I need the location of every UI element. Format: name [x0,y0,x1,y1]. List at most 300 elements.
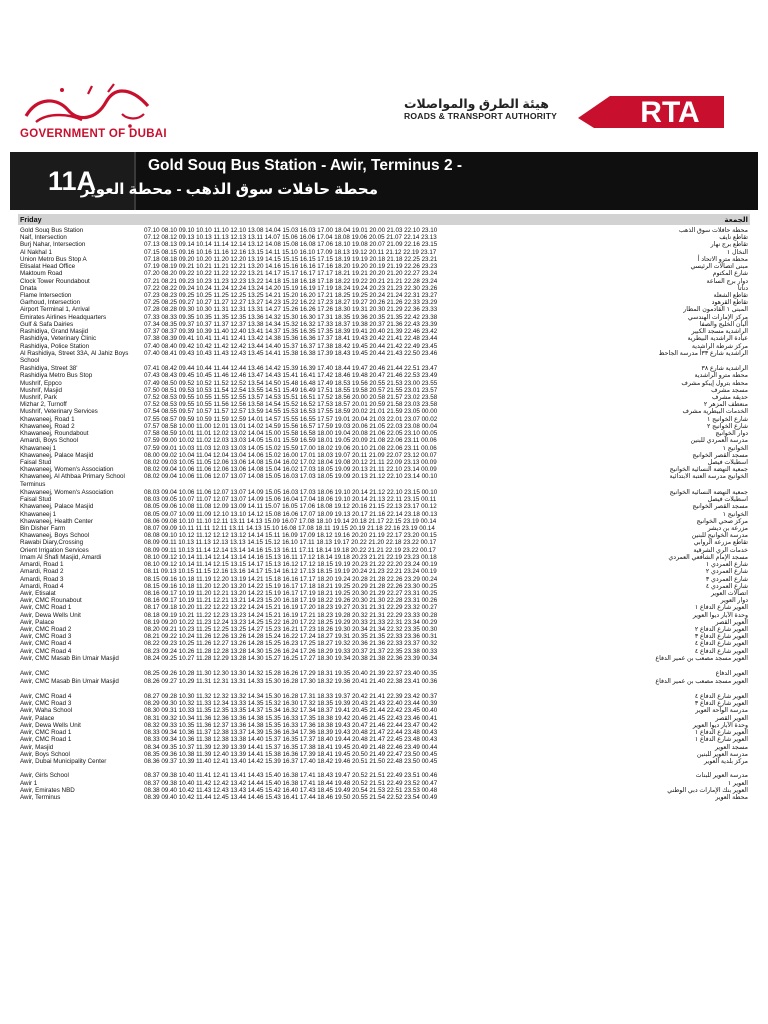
stop-name-english: Gold Souq Bus Station [20,227,84,234]
stop-name-arabic: مدرسة العمردي للبنين [690,437,748,445]
page-header [0,0,768,150]
stop-name-english: Awir, Masjid [20,743,54,751]
departure-times: 07.25 08.25 09.27 10.27 11.27 12.27 13.27 14.23 15.22 16.22 17.23 18.27 19.27 20.26 21.26 22.33 23.29 [144,299,438,307]
timetable-row [18,394,750,401]
stop-name-english: Awir, Waha School [20,707,73,715]
stop-name-arabic: وحدة الآبار ديوا العوير [692,721,748,729]
timetable-row [18,270,750,277]
departure-times: 08.37 09.38 10.40 11.41 12.41 13.41 14.43 15.40 16.38 17.41 18.43 19.47 20.52 21.51 22.49 23.51 00.46 [144,772,438,780]
timetable-row [18,496,750,503]
stop-name-arabic: مسجد الإمام الشافعي العمردي [668,553,748,561]
stop-name-arabic: الخدمات البيطرية مشرف [682,408,748,416]
timetable-row [18,619,750,626]
stop-name-arabic: العوير شارع الدفاع ١ [694,729,748,737]
stop-name-english: Clock Tower Roundabout [20,277,90,285]
timetable [18,227,750,1017]
stop-name-english: Awir, Emirates NBD [20,786,75,794]
timetable-row [18,466,750,473]
stop-name-arabic: مسجد القصر الخوانيج [692,451,748,459]
stop-name-english: Mizhar 2, Turnoff [20,401,67,409]
stop-name-arabic: العوير شارع الدفاع ٢ [694,626,748,634]
rta-arabic-name: هيئة الطرق والمواصلات [404,97,549,111]
stop-name-arabic: العوير شارع الدفاع ٣ [694,633,748,641]
day-label-arabic: الجمعة [724,215,748,224]
stop-name-english: Rashidiya Metro Bus Stop [20,372,93,380]
timetable-row [18,583,750,590]
stop-name-english: Rashidiya, Grand Masjid [20,328,89,336]
stop-name-arabic: شارع العمردي ٢ [705,568,748,576]
stop-name-arabic: محطة بترول إيبكو مشرف [681,379,748,387]
stop-name-arabic: محطة مترو الراشدية [694,372,748,380]
timetable-row [18,612,750,619]
stop-name-english: Khawaneej, Al Athbaa Primary School Terminus [20,473,125,488]
timetable-row [18,285,750,292]
timetable-row [18,693,750,700]
stop-name-english: Awir, CMC Road 2 [20,626,72,634]
departure-times: 08.16 09.17 10.19 11.21 12.21 13.21 14.23 15.20 16.18 17.19 18.22 19.26 20.30 21.30 22.28 23.31 00.26 [144,597,438,605]
stop-name-arabic: العوير شارع الدفاع ٣ [694,700,748,708]
stop-name-english: Maktoum Road [20,270,63,278]
timetable-row [18,227,750,234]
government-of-dubai-label: GOVERNMENT OF DUBAI [20,128,167,140]
stop-name-english: Awir, CMC Masab Bin Umair Masjid [20,677,119,685]
departure-times: 08.39 09.40 10.42 11.44 12.45 13.44 14.46 15.43 16.41 17.44 18.46 19.50 20.55 21.54 22.52 23.54 00.49 [144,794,438,802]
departure-times: 08.33 09.34 10.36 11.38 12.38 13.38 14.40 15.37 16.35 17.37 18.40 19.44 20.48 21.47 22.45 23.48 00.43 [144,736,438,744]
stop-name-english: Amardi, Road 4 [20,582,64,590]
departure-times: 08.35 09.36 10.38 11.39 12.40 13.39 14.41 15.38 16.36 17.39 18.41 19.45 20.50 21.49 22.47 23.50 00.45 [144,750,438,758]
stop-name-english: Mushrif, Veterinary Services [20,408,98,416]
route-title-arabic: محطة حافلات سوق الذهب - محطة العوير [80,181,378,198]
stop-name-arabic: مركز شرطة الراشدية [691,342,748,350]
timetable-row [18,343,750,350]
stop-name-english: Awir 1 [20,779,38,787]
departure-times: 08.08 09.10 10.12 11.12 12.12 13.12 14.14 15.11 16.09 17.09 18.12 19.16 20.20 21.19 22.17 23.20 00.15 [144,532,437,540]
stop-name-english: Etisalat Head Office [20,263,76,271]
stop-name-arabic: الراشدية شارع ٣٣أ مدرسة الجاحظ [658,349,748,357]
timetable-row [18,445,750,452]
timetable-row [18,590,750,597]
stop-name-english: Burj Nahar, Intersection [20,241,86,249]
stop-name-arabic: العوير شارع الدفاع ٤ [694,640,748,648]
timetable-row [18,430,750,437]
departure-times: 07.40 08.40 09.42 10.42 11.42 12.42 13.44 14.40 15.37 16.37 17.38 18.42 19.45 20.44 21.42 22.49 23.45 [144,342,438,350]
stop-name-english: Khawaneej 1 [20,510,57,518]
timetable-row [18,372,750,379]
timetable-row [18,568,750,575]
stop-name-arabic: وحدة الآبار ديوا العوير [692,611,748,619]
stop-name-arabic: عيادة الراشدية البيطرية [687,335,748,343]
timetable-row [18,473,750,487]
departure-times: 07.52 08.53 09.55 10.55 11.55 12.55 13.57 14.53 15.51 16.51 17.52 18.56 20.00 20.58 21.57 23.02 23.58 [144,394,438,402]
stop-name-english: Garhoud, Intersection [20,299,81,307]
stop-name-english: Emirates Airlines Headquarters [20,313,107,321]
stop-name-arabic: العوير بنك الإمارات دبي الوطني [667,786,748,794]
departure-times: 08.02 09.04 10.06 11.06 12.06 13.06 14.08 15.04 16.02 17.03 18.05 19.09 20.13 21.11 22.10 23.14 00.09 [144,466,437,474]
route-banner [10,152,758,210]
stop-name-arabic: الراشدية شارع ٣٨ [701,365,748,373]
departure-times: 07.43 08.43 09.45 10.45 11.46 12.46 13.47 14.43 15.41 16.41 17.42 18.46 19.48 20.47 21.46 22.53 23.49 [144,372,438,380]
timetable-row [18,350,750,364]
departure-times: 08.21 09.22 10.24 11.26 12.26 13.26 14.28 15.24 16.22 17.24 18.27 19.31 20.35 21.35 22.33 23.36 00.31 [144,633,438,641]
stop-name-english: Awir, Girls School [20,772,69,780]
departure-times: 07.22 08.22 09.24 10.24 11.24 12.24 13.24 14.20 15.19 16.19 17.19 18.24 19.24 20.23 21.23 22.30 23.26 [144,284,438,292]
timetable-row [18,256,750,263]
stop-name-english: Awir, CMC Rounabout [20,597,82,605]
stop-name-english: Union Metro Bus Stop A [20,255,87,263]
stop-name-arabic: الراشدية مسجد الكبير [691,328,748,336]
stop-name-arabic: العوير القصر [715,714,748,722]
departure-times: 07.54 08.55 09.57 10.57 11.57 12.57 13.59 14.55 15.53 16.53 17.55 18.59 20.02 21.01 21.59 23.05 00.00 [144,408,438,416]
timetable-row [18,633,750,640]
stop-name-english: Khawaneej, Road 2 [20,422,75,430]
stop-name-arabic: محطة العوير [715,794,748,802]
timetable-row [18,670,750,677]
timetable-row [18,576,750,583]
departure-times: 07.18 08.18 09.20 10.20 11.20 12.20 13.19 14.15 15.15 16.15 17.15 18.19 19.19 20.18 21.18 22.25 23.21 [144,255,438,263]
stop-name-arabic: النخال ١ [726,248,748,256]
departure-times: 08.00 09.02 10.04 11.04 12.04 13.04 14.06 15.02 16.00 17.01 18.03 19.07 20.11 21.09 22.07 23.12 00.07 [144,451,437,459]
stop-name-arabic: شارع المكتوم [712,270,748,278]
stop-name-arabic: شارع العمردي ٤ [705,582,748,590]
stop-name-arabic: مركز الإمارات الهندسي [687,313,748,321]
timetable-row [18,539,750,546]
departure-times: 08.16 09.17 10.19 11.20 12.21 13.20 14.22 15.19 16.17 17.19 18.21 19.25 20.30 21.29 22.27 23.31 00.25 [144,589,438,597]
stop-name-arabic: تقاطع مزرعة الروابي [693,539,748,547]
rta-english-name: ROADS & TRANSPORT AUTHORITY [404,111,558,121]
stop-name-english: Khawaneej, Health Center [20,517,93,525]
timetable-row [18,423,750,430]
stop-name-arabic: محطة مترو الاتحاد أ [697,255,748,263]
stop-name-arabic: دوار العوير [720,597,748,605]
stop-name-english: Awir, Dewa Wells Unit [20,611,81,619]
stop-name-arabic: العوير مسجد مصعب بن عمير الدفاع [655,677,748,685]
timetable-row [18,437,750,444]
stop-name-arabic: مدرسة الخوانيج للبنين [691,532,748,540]
stop-name-english: Bin Disher Farm [20,524,66,532]
departure-times: 08.22 09.23 10.25 11.26 12.27 13.26 14.28 15.25 16.23 17.25 18.27 19.32 20.36 21.36 22.33 23.37 00.32 [144,640,438,648]
timetable-row [18,678,750,692]
timetable-row [18,408,750,415]
stop-name-arabic: تقاطع القرهود [711,299,748,307]
stop-name-english: Mushrif, Eppco [20,379,62,387]
stop-name-english: Awir, CMC Road 3 [20,633,72,641]
departure-times: 08.20 09.21 10.23 11.25 12.25 13.25 14.27 15.23 16.21 17.23 18.26 19.30 20.34 21.34 22.32 23.35 00.30 [144,626,438,634]
departure-times: 07.34 08.35 09.37 10.37 11.37 12.37 13.38 14.34 15.32 16.32 17.33 18.37 19.38 20.37 21.36 22.43 23.39 [144,320,438,328]
timetable-row [18,787,750,794]
departure-times: 07.55 08.57 09.59 10.59 11.59 12.59 14.01 14.57 15.55 16.55 17.57 19.01 20.04 21.03 22.01 23.07 00.02 [144,415,438,423]
stop-name-english: Awir, Dewa Wells Unit [20,721,81,729]
departure-times: 07.58 08.59 10.01 11.01 12.02 13.02 14.04 15.00 15.58 16.58 18.00 19.04 20.08 21.06 22.05 23.10 00.05 [144,430,438,438]
stop-name-arabic: مدرسة العوير للبنين [696,750,748,758]
stop-name-english: Khawaneej, Boys School [20,532,90,540]
timetable-row [18,780,750,787]
stop-name-arabic: شارع العمردي ١ [705,561,748,569]
timetable-row [18,335,750,342]
timetable-row [18,314,750,321]
stop-name-english: Rawabi Diary,Crossing [20,539,84,547]
timetable-row [18,365,750,372]
stop-name-arabic: العوير الدفاع [715,670,748,678]
stop-name-arabic: منعطف المزهر ٢ [703,401,748,409]
departure-times: 07.28 08.28 09.30 10.30 11.31 12.31 13.31 14.27 15.26 16.26 17.26 18.30 19.31 20.30 21.29 22.36 23.33 [144,306,438,314]
departure-times: 08.06 09.08 10.10 11.10 12.11 13.11 14.13 15.09 16.07 17.08 18.10 19.14 20.18 21.17 22.15 23.19 00.14 [144,517,437,525]
departure-times: 07.38 08.39 09.41 10.41 11.41 12.41 13.42 14.38 15.36 16.36 17.37 18.41 19.43 20.42 21.41 22.48 23.44 [144,335,438,343]
timetable-row [18,459,750,466]
stop-name-arabic: جمعية النهضة النسائية الخوانيج [669,466,748,474]
timetable-row [18,744,750,751]
departure-times: 08.33 09.34 10.36 11.37 12.38 13.37 14.39 15.36 16.34 17.36 18.39 19.43 20.48 21.47 22.44 23.48 00.43 [144,729,438,737]
timetable-row [18,263,750,270]
stop-name-arabic: العوير شارع الدفاع ٤ [694,647,748,655]
timetable-row [18,561,750,568]
stop-name-arabic: حديقة مشرف [712,394,748,402]
departure-times: 08.07 09.09 10.11 11.11 12.11 13.11 14.13 15.10 16.08 17.08 18.11 19.15 20.19 21.18 22.16 23.19 00.14 [144,524,435,532]
departure-times: 07.33 08.33 09.35 10.35 11.35 12.35 13.36 14.32 15.30 16.30 17.31 18.35 19.36 20.35 21.35 22.42 23.38 [144,313,438,321]
stop-name-english: Awir, CMC [20,670,50,678]
timetable-row [18,640,750,647]
stop-name-english: Awir, CMC Road 4 [20,647,72,655]
stop-name-english: Rashidiya, Veterinary Clinic [20,335,97,343]
departure-times: 08.02 09.03 10.05 11.05 12.06 13.06 14.08 15.04 16.02 17.02 18.04 19.08 20.12 21.11 22.09 23.13 00.09 [144,459,437,466]
stop-name-arabic: العوير شارع الدفاع ٤ [694,693,748,700]
timetable-row [18,380,750,387]
timetable-row [18,655,750,669]
departure-times: 08.09 09.11 10.13 11.14 12.14 13.14 14.16 15.13 16.11 17.11 18.14 19.18 20.22 21.21 22.19 23.22 00.17 [144,546,436,554]
stop-name-arabic: تقاطع برج نهار [710,241,748,249]
government-of-dubai-logo [18,76,158,132]
stop-name-english: Awir, CMC Road 1 [20,729,72,737]
departure-times: 08.34 09.35 10.37 11.39 12.39 13.39 14.41 15.37 16.35 17.38 18.41 19.45 20.49 21.48 22.46 23.49 00.44 [144,743,438,751]
stop-name-arabic: مسجد مشرف [711,386,748,394]
departure-times: 07.23 08.23 09.25 10.25 11.25 12.25 13.25 14.21 15.20 16.20 17.21 18.25 19.25 20.24 21.24 22.31 23.27 [144,291,438,299]
timetable-row [18,525,750,532]
timetable-row [18,722,750,729]
rta-logo-text: RTA [640,96,700,129]
stop-name-arabic: مركز صحي الخوانيج [696,517,748,525]
stop-name-english: Orient Irrigation Services [20,546,89,554]
stop-name-english: Awir, CMC Road 1 [20,604,72,612]
departure-times: 08.29 09.30 10.32 11.33 12.34 13.33 14.35 15.32 16.30 17.32 18.35 19.39 20.43 21.43 22.40 23.44 00.39 [144,700,438,708]
stop-name-english: Faisal Stud [20,496,52,504]
stop-name-english: Awir, CMC Masab Bin Umair Masjid [20,654,119,662]
timetable-row [18,292,750,299]
departure-times: 08.03 09.05 10.07 11.07 12.07 13.07 14.09 15.06 16.04 17.04 18.06 19.10 20.14 21.13 22.11 23.15 00.11 [144,496,437,504]
timetable-row [18,306,750,313]
timetable-row [18,648,750,655]
stop-name-english: Khawaneej, Palace Masjid [20,503,94,511]
departure-times: 08.38 09.40 10.42 11.43 12.43 13.43 14.45 15.42 16.40 17.43 18.45 19.49 20.54 21.53 22.51 23.53 00.48 [144,786,438,794]
stop-name-arabic: الخوانيج مدرسة العتبة الابتدائية [669,473,748,481]
departure-times: 07.10 08.10 09.10 10.10 11.10 12.10 13.08 14.04 15.03 16.03 17.00 18.04 19.01 20.00 21.03 22.10 23.10 [144,227,438,234]
departure-times: 07.52 08.53 09.55 10.55 11.56 12.56 13.58 14.54 15.52 16.52 17.53 18.57 20.01 20.59 21.58 23.03 23.58 [144,401,438,409]
departure-times: 07.41 08.42 09.44 10.44 11.44 12.44 13.46 14.42 15.39 16.39 17.40 18.44 19.47 20.46 21.44 22.51 23.47 [144,365,438,373]
timetable-row [18,278,750,285]
stop-name-english: Al Nakhal 1 [20,248,52,256]
stop-name-english: Khawaneej, Road 1 [20,415,75,423]
stop-name-english: Awir, Etisalat [20,589,56,597]
departure-times: 08.05 09.07 10.09 11.09 12.10 13.10 14.12 15.08 16.06 17.07 18.09 19.13 20.17 21.16 22.14 23.18 00.13 [144,510,438,518]
stop-name-english: Gulf & Safa Dairies [20,320,74,328]
stop-name-english: Rashidiya, Street 38' [20,365,78,373]
stop-name-arabic: مبنى اتصالات الرئيسي [690,263,748,271]
timetable-row [18,234,750,241]
timetable-row [18,511,750,518]
departure-times: 08.17 09.18 10.20 11.22 12.22 13.22 14.24 15.21 16.19 17.20 18.23 19.27 20.31 21.31 22.29 23.32 00.27 [144,604,438,612]
departure-times: 08.03 09.04 10.06 11.06 12.07 13.07 14.09 15.05 16.03 17.03 18.06 19.10 20.14 21.12 22.10 23.15 00.10 [144,488,438,496]
departure-times: 07.50 08.51 09.53 10.53 11.54 12.54 13.55 14.51 15.49 16.49 17.51 18.55 19.58 20.57 21.55 23.01 23.57 [144,386,438,394]
departure-times: 07.57 08.58 10.00 11.00 12.01 13.01 14.02 14.59 15.56 16.57 17.59 19.03 20.06 21.05 22.03 23.08 00.04 [144,422,438,430]
departure-times: 07.20 08.20 09.22 10.22 11.22 12.22 13.21 14.17 15.17 16.17 17.17 18.21 19.21 20.20 21.20 22.27 23.24 [144,270,438,278]
stop-name-arabic: مسجد العوير [714,743,748,751]
timetable-row [18,626,750,633]
timetable-row [18,416,750,423]
timetable-row [18,299,750,306]
timetable-row [18,489,750,496]
stop-name-arabic: دناتا [737,284,748,292]
route-title-english: Gold Souq Bus Station - Awir, Terminus 2 - [148,157,463,174]
stop-name-english: Naif, Intersection [20,234,67,242]
departure-times: 08.19 09.20 10.22 11.23 12.24 13.23 14.25 15.22 16.20 17.22 18.25 19.29 20.33 21.33 22.31 23.34 00.29 [144,618,438,626]
departure-times: 07.49 08.50 09.52 10.52 11.52 12.52 13.54 14.50 15.48 16.48 17.49 18.53 19.56 20.55 21.53 23.00 23.55 [144,379,438,387]
stop-name-arabic: مدرسة العوير للبنات [695,772,748,780]
stop-name-english: Amardi, Boys School [20,437,79,445]
timetable-row [18,249,750,256]
timetable-row [18,554,750,561]
stop-name-arabic: العوير مسجد مصعب بن عمير الدفاع [655,654,748,662]
stop-name-arabic: جمعية النهضة النسائية الخوانيج [669,488,748,496]
timetable-row [18,452,750,459]
stop-name-english: Al Rashidiya, Street 33A, Al Jahiz Boys School [20,349,129,364]
stop-name-english: Amardi, Road 1 [20,561,64,569]
departure-times: 08.02 09.04 10.06 11.06 12.07 13.07 14.08 15.05 16.03 17.03 18.05 19.09 20.13 21.12 22.10 23.14 00.10 [144,473,438,481]
departure-times: 07.21 08.21 09.23 10.23 11.23 12.23 13.22 14.18 15.18 16.18 17.18 18.22 19.22 20.21 21.21 22.28 23.24 [144,277,438,285]
stop-name-arabic: دوار برج الساعة [706,277,748,285]
stop-name-english: Khawaneej, Women's Association [20,466,114,474]
stop-name-arabic: اتصالات العوير [710,589,748,597]
stop-name-english: Khawaneej 1 [20,444,57,452]
timetable-row [18,736,750,743]
departure-times: 07.12 08.12 09.13 10.13 11.13 12.13 13.11 14.07 15.06 16.06 17.04 18.08 19.06 20.05 21.07 22.14 23.13 [144,234,437,242]
departure-times: 08.15 09.16 10.18 11.19 12.20 13.19 14.21 15.18 16.16 17.17 18.20 19.24 20.28 21.28 22.26 23.29 00.24 [144,575,438,583]
stop-name-arabic: الخوانيج ١ [722,510,748,518]
stop-name-arabic: الخوانيج ١ [722,444,748,452]
stop-name-arabic: مزرعة بن ديشر [707,524,748,532]
timetable-row [18,707,750,714]
departure-times: 08.36 09.37 10.39 11.40 12.41 13.40 14.42 15.39 16.37 17.40 18.42 19.46 20.51 21.50 22.48 23.50 00.45 [144,757,438,765]
stop-name-arabic: العوير شارع الدفاع ١ [694,736,748,744]
timetable-row [18,547,750,554]
day-label-english: Friday [20,215,42,224]
stop-name-arabic: محطة حافلات سوق الذهب [678,227,748,234]
stop-name-arabic: العوير شارع الدفاع ١ [694,604,748,612]
stop-name-english: Rashidiya, Police Station [20,342,90,350]
timetable-row [18,401,750,408]
stop-name-arabic: خدمات الري الشرقية [693,546,748,554]
stop-name-arabic: اسطبلات فيصل [707,496,748,504]
stop-name-arabic: تقاطع نايف [719,234,748,242]
stop-name-english: Awir, CMC Road 1 [20,736,72,744]
timetable-row [18,518,750,525]
stop-name-arabic: مسجد القصر الخوانيج [692,503,748,511]
departure-times: 08.09 09.11 10.13 11.13 12.13 13.13 14.15 15.12 16.10 17.11 18.13 19.17 20.22 21.20 22.18 23.22 00.17 [144,539,437,547]
timetable-row [18,241,750,248]
stop-name-arabic: المبنى ١ القادمون المطار [683,306,748,314]
stop-name-english: Khawaneej, Roundabout [20,430,89,438]
timetable-row [18,794,750,801]
stop-name-english: Awir, Dubai Municipality Center [20,757,107,765]
stop-name-arabic: شارع الخوانيج ١ [706,415,748,423]
timetable-row [18,758,750,772]
stop-name-arabic: مركز بلدية العوير [704,757,748,765]
stop-name-arabic: تقاطع الشعلة [713,291,748,299]
timetable-row [18,321,750,328]
departure-times: 07.19 08.19 09.21 10.21 11.21 12.21 13.20 14.16 15.16 16.16 17.16 18.20 19.20 20.19 21.19 22.26 23.23 [144,263,438,271]
stop-name-arabic: مدرسة الواحة العوير [695,707,748,715]
stop-name-english: Khawaneej, Palace Masjid [20,451,94,459]
stop-name-arabic: شارع الخوانيج ٢ [706,422,748,430]
rta-logo [574,88,734,132]
stop-name-english: Flame Intersection [20,291,72,299]
departure-times: 08.24 09.25 10.27 11.28 12.29 13.28 14.30 15.27 16.25 17.27 18.30 19.34 20.38 21.38 22.36 23.39 00.34 [144,654,438,662]
stop-name-english: Awir, Terminus [20,794,61,802]
timetable-row [18,751,750,758]
timetable-row [18,715,750,722]
departure-times: 08.31 09.32 10.34 11.36 12.36 13.36 14.38 15.35 16.33 17.35 18.38 19.42 20.46 21.45 22.43 23.46 00.41 [144,714,438,722]
timetable-row [18,772,750,779]
stop-name-english: Amardi, Road 2 [20,568,64,576]
departure-times: 08.23 09.24 10.26 11.28 12.28 13.28 14.30 15.26 16.24 17.26 18.29 19.33 20.37 21.37 22.35 23.38 00.33 [144,647,438,655]
departure-times: 08.25 09.26 10.28 11.30 12.30 13.30 14.32 15.28 16.26 17.29 18.31 19.35 20.40 21.39 22.37 23.40 00.35 [144,670,438,678]
departure-times: 08.30 09.31 10.33 11.35 12.35 13.35 14.37 15.34 16.32 17.34 18.37 19.41 20.45 21.44 22.42 23.45 00.40 [144,707,438,715]
stop-name-english: Awir, CMC Road 4 [20,693,72,700]
departure-times: 07.37 08.37 09.39 10.39 11.40 12.40 13.41 14.37 15.35 16.35 17.35 18.39 19.41 20.40 21.39 22.46 23.42 [144,328,438,336]
stop-name-english: Khawaneej, Women's Association [20,488,114,496]
departure-times: 08.11 09.13 10.15 11.15 12.16 13.16 14.17 15.14 16.12 17.13 18.15 19.19 20.24 21.23 22.21 23.24 00.19 [144,568,437,576]
timetable-row [18,387,750,394]
timetable-row [18,532,750,539]
stop-name-english: Amardi, Road 3 [20,575,64,583]
timetable-row [18,328,750,335]
stop-name-english: Awir, Boys School [20,750,70,758]
timetable-row [18,700,750,707]
stop-name-arabic: اسطبلات فيصل [707,459,748,466]
timetable-row [18,503,750,510]
departure-times: 08.26 09.27 10.29 11.31 12.31 13.31 14.33 15.30 16.28 17.30 18.32 19.36 20.41 21.40 22.38 23.41 00.36 [144,677,438,685]
stop-name-arabic: ألبان الخليج والصفا [699,320,748,328]
departure-times: 08.05 09.06 10.08 11.08 12.09 13.09 14.11 15.07 16.05 17.06 18.08 19.12 20.16 21.15 22.13 23.17 00.12 [144,503,437,511]
stop-name-english: Mushrif, Park [20,394,57,402]
departure-times: 07.59 09.01 10.03 11.03 12.03 13.03 14.05 15.02 15.59 17.00 18.02 19.06 20.10 21.08 22.06 23.11 00.06 [144,444,437,452]
departure-times: 08.15 09.16 10.18 11.20 12.20 13.20 14.22 15.19 16.17 17.18 18.21 19.25 20.29 21.28 22.26 23.30 00.25 [144,582,438,590]
stop-name-english: Faisal Stud [20,459,52,466]
stop-name-english: Mushrif, Masjid [20,386,63,394]
departure-times: 07.15 08.15 09.16 10.16 11.16 12.16 13.15 14.11 15.10 16.10 17.09 18.13 19.12 20.11 21.12 22.19 23.17 [144,248,437,256]
timetable-row [18,597,750,604]
stop-name-english: Awir, Palace [20,618,55,626]
stop-name-arabic: العوير القصر [715,618,748,626]
timetable-row [18,604,750,611]
stop-name-english: Awir, CMC Road 3 [20,700,72,708]
departure-times: 08.32 09.33 10.35 11.36 12.37 13.36 14.38 15.35 16.33 17.36 18.38 19.43 20.47 21.46 22.44 23.47 00.42 [144,721,438,729]
stop-name-arabic: دوار الخوانيج [715,430,748,438]
departure-times: 08.18 09.19 10.21 11.22 12.23 13.23 14.24 15.21 16.19 17.21 18.23 19.28 20.32 21.31 22.29 23.33 00.28 [144,611,438,619]
stop-name-english: Awir, Palace [20,714,55,722]
route-number: 11A [47,165,97,196]
stop-name-arabic: شارع العمردي ٣ [705,575,748,583]
departure-times: 07.59 09.00 10.02 11.02 12.03 13.03 14.05 15.01 15.59 16.59 18.01 19.05 20.09 21.08 22.06 23.11 00.06 [144,437,437,445]
departure-times: 08.10 09.12 10.14 11.14 12.15 13.15 14.17 15.13 16.12 17.12 18.15 19.19 20.23 21.22 22.20 23.24 00.19 [144,561,438,569]
stop-name-english: Dnata [20,284,37,292]
